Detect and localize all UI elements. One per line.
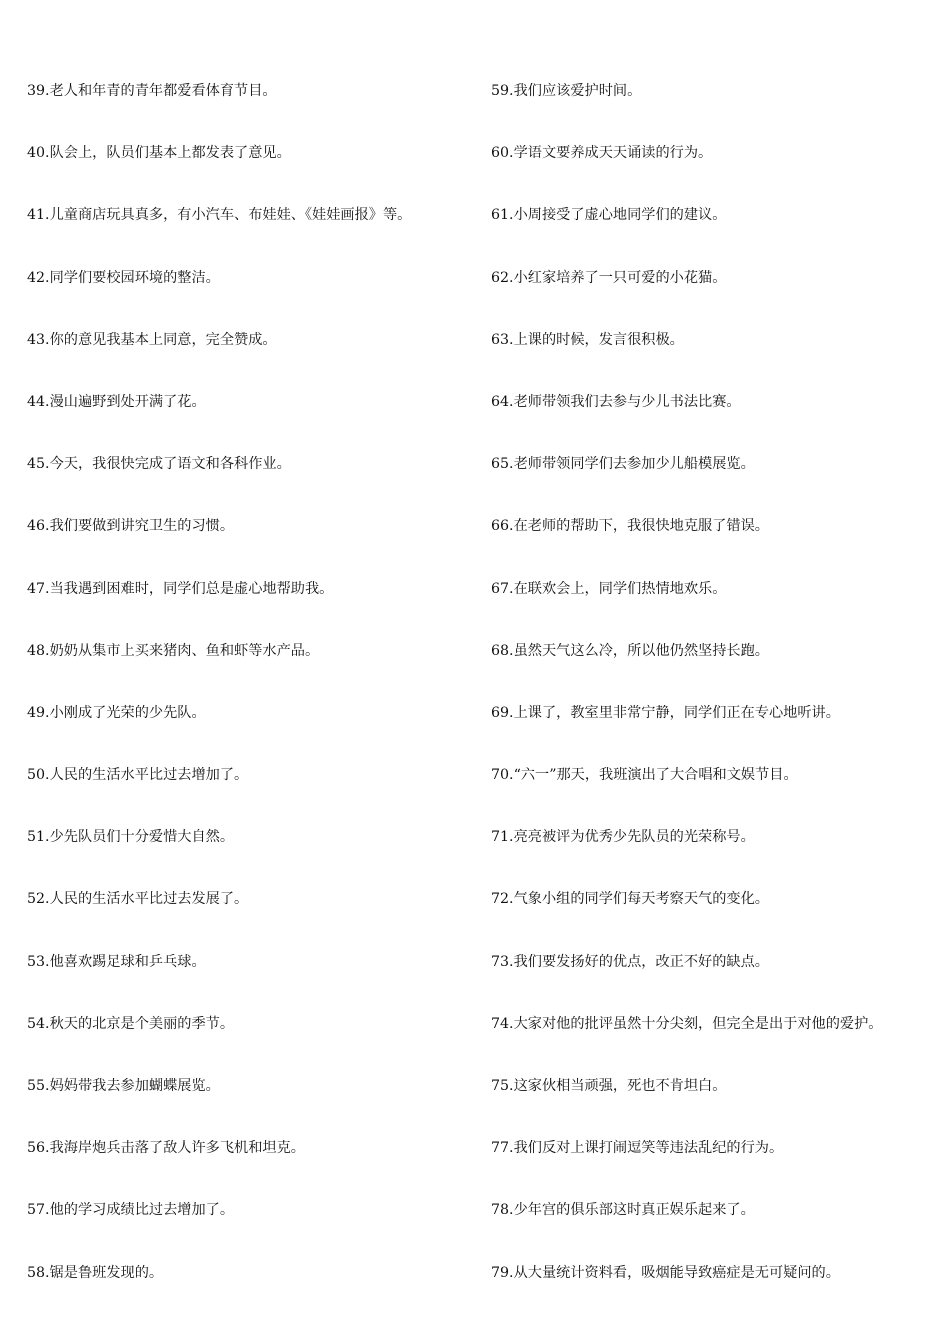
- exercise-item: 40.队会上，队员们基本上都发表了意见。: [27, 145, 291, 162]
- exercise-item: 55.妈妈带我去参加蝴蝶展览。: [27, 1078, 220, 1094]
- exercise-item: 48.奶奶从集市上买来猪肉、鱼和虾等水产品。: [27, 642, 320, 659]
- exercise-item: 62.小红家培养了一只可爱的小花猫。: [491, 269, 727, 286]
- left-column: [27, 79, 482, 1323]
- exercise-item: 63.上课的时候，发言很积极。: [491, 331, 684, 348]
- exercise-item: 50.人民的生活水平比过去增加了。: [27, 767, 249, 784]
- exercise-item: 41.儿童商店玩具真多，有小汽车、布娃娃、《娃娃画报》等。: [27, 207, 412, 224]
- exercise-item: 42.同学们要校园环境的整洁。: [27, 269, 220, 286]
- exercise-item: 58.锯是鲁班发现的。: [27, 1264, 164, 1281]
- exercise-item: 78.少年宫的俱乐部这时真正娱乐起来了。: [491, 1202, 755, 1219]
- exercise-item: 74.大家对他的批评虽然十分尖刻，但完全是出于对他的爱护。: [491, 1015, 883, 1032]
- exercise-item: 72.气象小组的同学们每天考察天气的变化。: [491, 891, 769, 908]
- exercise-item: 57.他的学习成绩比过去增加了。: [27, 1202, 235, 1219]
- exercise-item: 39.老人和年青的青年都爱看体育节目。: [27, 83, 277, 99]
- exercise-item: 59.我们应该爱护时间。: [491, 83, 642, 99]
- exercise-item: 73.我们要发扬好的优点，改正不好的缺点。: [491, 953, 769, 970]
- right-column: [491, 79, 943, 1323]
- exercise-item: 65.老师带领同学们去参加少儿船模展览。: [491, 456, 755, 473]
- exercise-item: 61.小周接受了虚心地同学们的建议。: [491, 207, 727, 224]
- exercise-item: 69.上课了，教室里非常宁静，同学们正在专心地听讲。: [491, 704, 840, 721]
- exercise-item: 49.小刚成了光荣的少先队。: [27, 704, 206, 721]
- exercise-item: 47.当我遇到困难时，同学们总是虚心地帮助我。: [27, 580, 334, 597]
- exercise-item: 43.你的意见我基本上同意，完全赞成。: [27, 331, 277, 348]
- exercise-item: 52.人民的生活水平比过去发展了。: [27, 891, 249, 908]
- exercise-item: 45.今天，我很快完成了语文和各科作业。: [27, 456, 291, 473]
- exercise-item: 67.在联欢会上，同学们热情地欢乐。: [491, 580, 727, 597]
- exercise-item: 53.他喜欢踢足球和乒乓球。: [27, 953, 206, 970]
- exercise-item: 68.虽然天气这么冷，所以他仍然坚持长跑。: [491, 642, 769, 659]
- exercise-item: 44.漫山遍野到处开满了花。: [27, 393, 206, 410]
- exercise-item: 60.学语文要养成天天诵读的行为。: [491, 145, 713, 162]
- exercise-item: 46.我们要做到讲究卫生的习惯。: [27, 518, 235, 535]
- exercise-item: 75.这家伙相当顽强，死也不肯坦白。: [491, 1078, 727, 1094]
- exercise-item: 66.在老师的帮助下，我很快地克服了错误。: [491, 518, 769, 535]
- exercise-item: 70.“六一”那天，我班演出了大合唱和文娱节目。: [491, 767, 798, 784]
- exercise-item: 54.秋天的北京是个美丽的季节。: [27, 1015, 235, 1032]
- exercise-item: 64.老师带领我们去参与少儿书法比赛。: [491, 393, 741, 410]
- exercise-item: 56.我海岸炮兵击落了敌人许多飞机和坦克。: [27, 1140, 305, 1157]
- exercise-item: 71.亮亮被评为优秀少先队员的光荣称号。: [491, 829, 755, 846]
- exercise-item: 77.我们反对上课打闹逗笑等违法乱纪的行为。: [491, 1140, 784, 1157]
- exercise-item: 79.从大量统计资料看，吸烟能导致癌症是无可疑问的。: [491, 1264, 840, 1281]
- exercise-item: 51.少先队员们十分爱惜大自然。: [27, 829, 235, 846]
